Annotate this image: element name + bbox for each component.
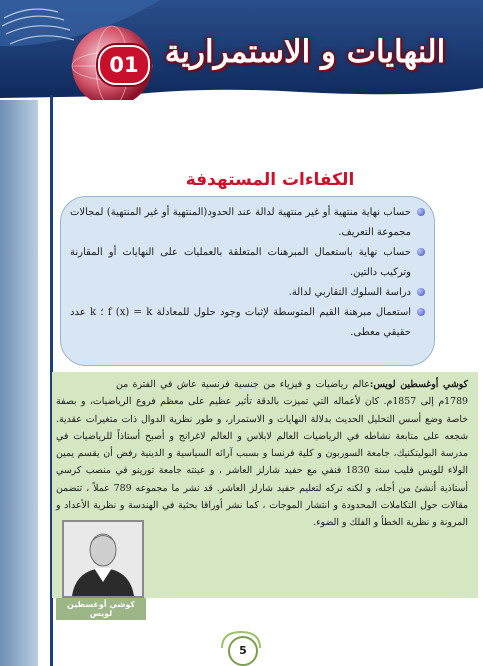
portrait-figure-icon <box>64 522 142 596</box>
left-margin-bar <box>0 100 38 666</box>
page-number: 5 <box>228 636 258 666</box>
chapter-title: النهايات و الاستمرارية <box>164 34 446 70</box>
bullet-icon <box>417 208 425 216</box>
portrait-caption: كوشي أوغسطين لويس <box>56 598 146 620</box>
chapter-number-badge: 01 <box>98 45 150 85</box>
bullet-icon <box>417 308 425 316</box>
bullet-icon <box>417 288 425 296</box>
biography-text <box>56 376 468 532</box>
competency-item: حساب نهاية منتهية أو غير منتهية لدالة عند الحدود(المنتهية أو غير المنتهية) لمجالات مجموعة التعريف. <box>70 203 425 243</box>
competency-item: دراسة السلوك التقاربي لدالة. <box>70 283 425 303</box>
competency-item: حساب نهاية باستعمال المبرهنات المتعلقة بالعمليات على النهايات أو المقارنة وتركيب دالتين. <box>70 243 425 283</box>
competency-item: استعمال مبرهنة القيم المتوسطة لإثبات وجود حلول للمعادلة f (x) = k ؛ k عدد حقيقي معطى. <box>70 303 425 343</box>
portrait-image <box>62 520 144 598</box>
biography-name: كوشي أوغسطين لويس: <box>369 379 468 390</box>
biography-body: عالم رياضيات و فيزياء من جنسية فرنسية عاش في الفترة من 1789م إلى 1857م. كان لأعماله التي تميزت بالدقة تأثير عظيم على معظم فروع الرياضيات، و بصفة خاصة وضع أسس التحليل الحديث بدلالة النهايات و الاستمرار، و طور نظرية الدوال ذات متغيرات عقدية. شجعه على متابعة نشاطه في الرياضيات العالم لابلاس و العالم لاغرانج و أصبح أستاذاً للرياضيات في مدرسة البوليتكنيك، جامعة السوربون و كلية فرنسا و بسبب آرائه السياسية و الدينية رفض أن يقسم يمين الولاء للويس فليب سنة 1830 فنفي مع حفيد شارلز العاشر ، و عينته جامعة تورينو في منصب كرسي أستاذية أنشئ من أجله، و لكنه تركه لتعليم حفيد شارلز العاشر. قد نشر ما مجموعه 789 عملاً ، تتضمن مقالات حول التكاملات المحدودة و انتشار الموجات ، كما نشر أوراقا بحثية في الهندسة و نظرية الأعداد و المرونة و نظرية الخطأ و الفلك و الضوء. <box>56 379 468 529</box>
bullet-icon <box>417 248 425 256</box>
competencies-heading: الكفاءات المستهدفة <box>185 170 355 190</box>
competencies-list <box>70 203 425 343</box>
